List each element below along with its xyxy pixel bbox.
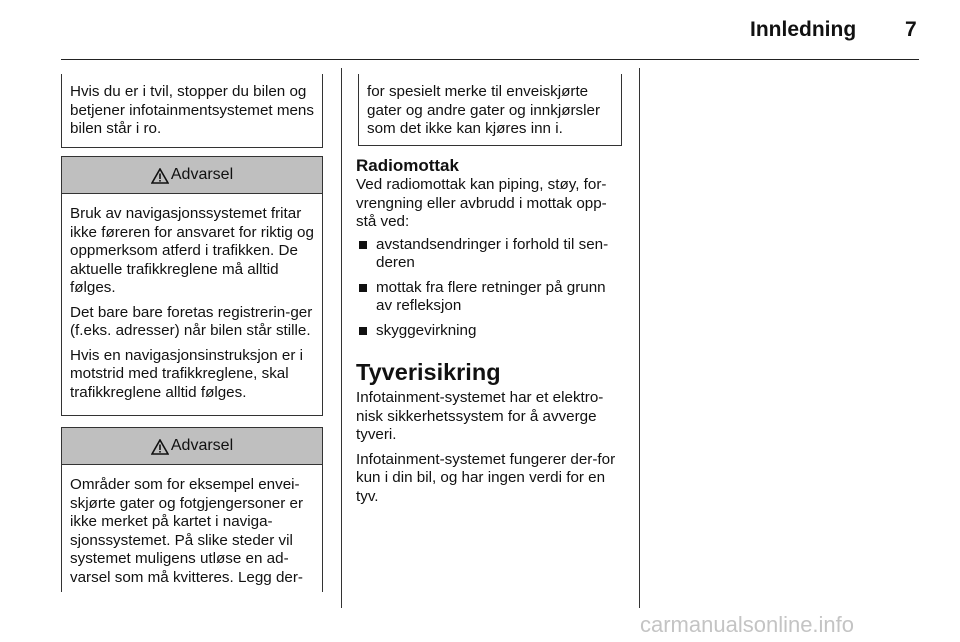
warning-paragraph: Bruk av navigasjonssystemet fritar ikke føreren for ansvaret for riktig og oppmerksom atferd i trafikken. De aktuelle trafikkreglene må alltid følges.: [70, 205, 314, 296]
warning-box-navigation: [61, 156, 323, 416]
theft-section: [356, 358, 624, 506]
radio-intro: Ved radiomottak kan piping, støy, for-vrengning eller avbrudd i mottak opp-stå ved:: [356, 176, 607, 230]
continued-warning-box: [61, 74, 323, 148]
page-number: 7: [905, 18, 917, 41]
section-title-radio: Radiomottak: [356, 156, 459, 175]
continued-warning-text: for spesielt merke til enveiskjørte gater og andre gater og innkjørsler som det ikke kan kjøres inn i.: [367, 83, 601, 137]
warning-triangle-icon: [151, 168, 169, 184]
warning-body: Områder som for eksempel envei-skjørte gater og fotgjengersoner er ikke merket på kartet i naviga-sjonssystemet. På slike steder vil systemet muligens utløse en ad-varsel som må kvitteres. Legg der-: [70, 476, 303, 586]
warning-body: [62, 194, 322, 402]
warning-box-map: [61, 427, 323, 592]
warning-header: [62, 428, 322, 465]
theft-paragraph: Infotainment-systemet fungerer der-for kun i din bil, og har ingen verdi for en tyv.: [356, 450, 616, 505]
bullet-square-icon: [359, 241, 367, 249]
continued-warning-box-2: [358, 74, 622, 146]
warning-title: Advarsel: [170, 437, 234, 454]
warning-title: Advarsel: [170, 166, 234, 183]
list-item-text: mottak fra flere retninger på grunn av refleksjon: [376, 278, 606, 314]
list-item-text: skyggevirkning: [376, 321, 477, 339]
radio-section: [356, 156, 624, 346]
list-item: [356, 236, 624, 273]
column-rule-left: [341, 68, 342, 608]
warning-header: [62, 157, 322, 194]
theft-paragraph: Infotainment-systemet har et elektro-nisk sikkerhetssystem for å avverge tyveri.: [356, 389, 604, 443]
section-title-theft: Tyverisikring: [356, 359, 501, 385]
list-item: [356, 279, 624, 316]
column-rule-right: [639, 68, 640, 608]
watermark: carmanualsonline.info: [640, 612, 855, 637]
continued-warning-text: Hvis du er i tvil, stopper du bilen og betjener infotainmentsystemet mens bilen står i ro.: [70, 83, 314, 137]
bullet-square-icon: [359, 284, 367, 292]
warning-paragraph: Det bare bare foretas registrerin-ger (f.eks. adresser) når bilen står stille.: [70, 303, 313, 339]
header-rule: [61, 59, 919, 60]
warning-triangle-icon: [151, 439, 169, 455]
list-item-text: avstandsendringer i forhold til sen-deren: [376, 235, 609, 271]
radio-bullet-list: [356, 236, 624, 341]
page-header-title: Innledning: [750, 18, 857, 41]
list-item: [356, 322, 624, 341]
warning-paragraph: Hvis en navigasjonsinstruksjon er i motstrid med trafikkreglene, skal trafikkreglene alltid følges.: [70, 346, 303, 401]
bullet-square-icon: [359, 327, 367, 335]
